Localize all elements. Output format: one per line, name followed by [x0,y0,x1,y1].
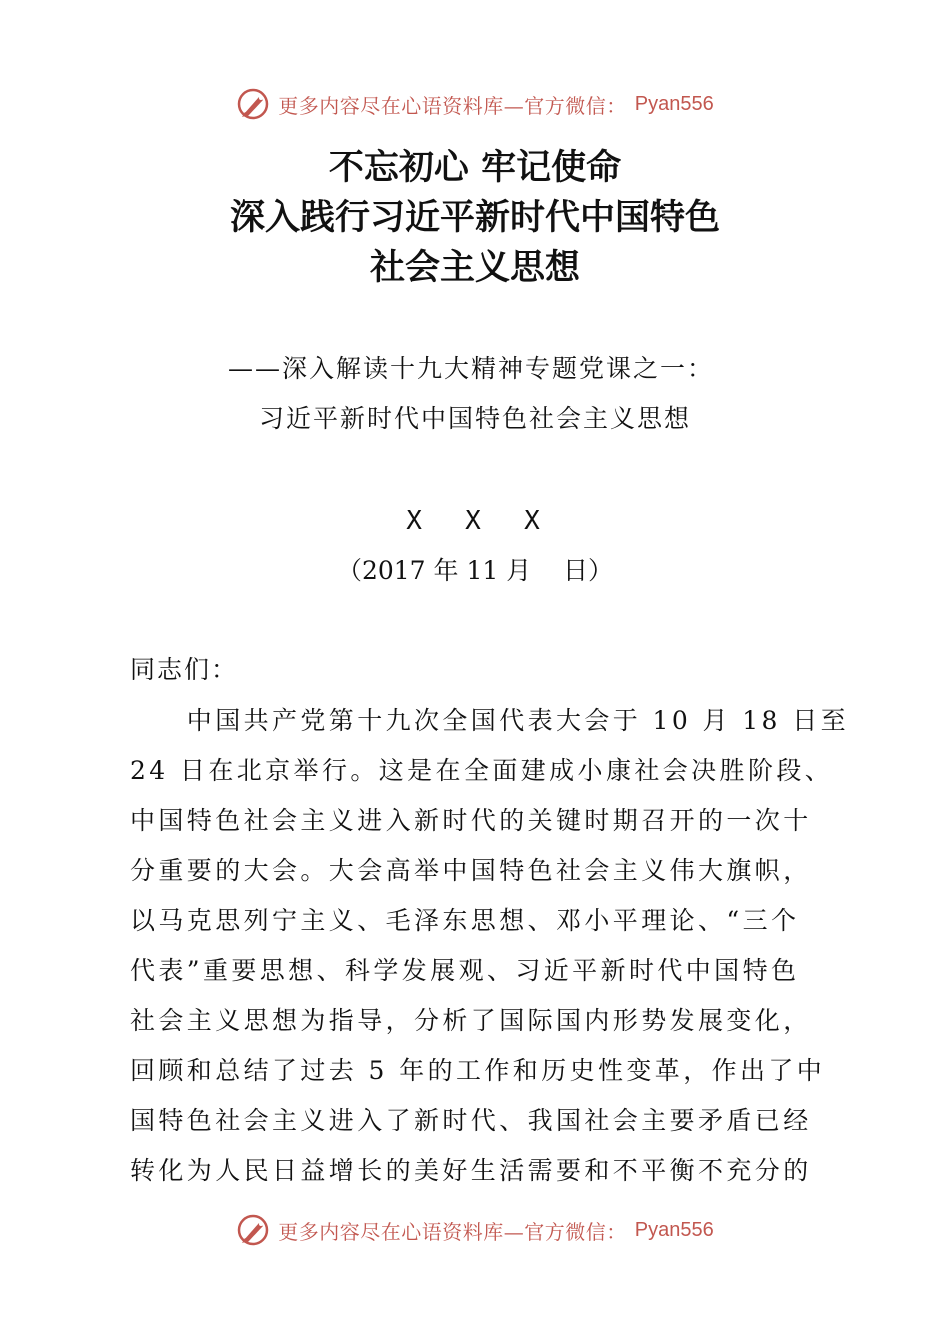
body-line: 回顾和总结了过去 5 年的工作和历史性变革，作出了中 [130,1056,826,1085]
body-line: 国特色社会主义进入了新时代、我国社会主要矛盾已经 [130,1106,812,1135]
pen-circle-logo-icon [236,87,270,121]
watermark-id: Pyan556 [634,1218,714,1241]
body-line: 中国特色社会主义进入新时代的关键时期召开的一次十 [130,806,812,835]
title-line-3: 社会主义思想 [369,248,580,288]
author: X X X [406,506,544,536]
pen-circle-logo-icon [236,1213,270,1247]
watermark-id: Pyan556 [634,92,714,115]
date: （2017 年 11 月 日） [336,556,614,585]
title-line-2: 深入践行习近平新时代中国特色 [229,198,720,238]
title-line-1: 不忘初心 牢记使命 [328,148,622,188]
body-line: 社会主义思想为指导，分析了国际国内形势发展变化， [130,1006,812,1035]
body-line: 以马克思列宁主义、毛泽东思想、邓小平理论、“三个 [130,906,800,935]
body-line: 24 日在北京举行。这是在全面建成小康社会决胜阶段、 [130,756,834,785]
subtitle-line-2: 习近平新时代中国特色社会主义思想 [258,404,691,433]
body-line: 转化为人民日益增长的美好生活需要和不平衡不充分的 [130,1156,812,1185]
greeting: 同志们： [130,655,239,684]
body-line: 分重要的大会。大会高举中国特色社会主义伟大旗帜， [130,856,812,885]
watermark-text: 更多内容尽在心语资料库—官方微信： [278,1219,627,1244]
body-line: 中国共产党第十九次全国代表大会于 10 月 18 日至 [130,706,850,735]
body-line: 代表”重要思想、科学发展观、习近平新时代中国特色 [130,956,800,985]
footer-watermark [0,1212,950,1248]
watermark-text: 更多内容尽在心语资料库—官方微信： [278,93,627,118]
subtitle-line-1: ——深入解读十九大精神专题党课之一： [227,354,714,383]
header-watermark [0,86,950,122]
